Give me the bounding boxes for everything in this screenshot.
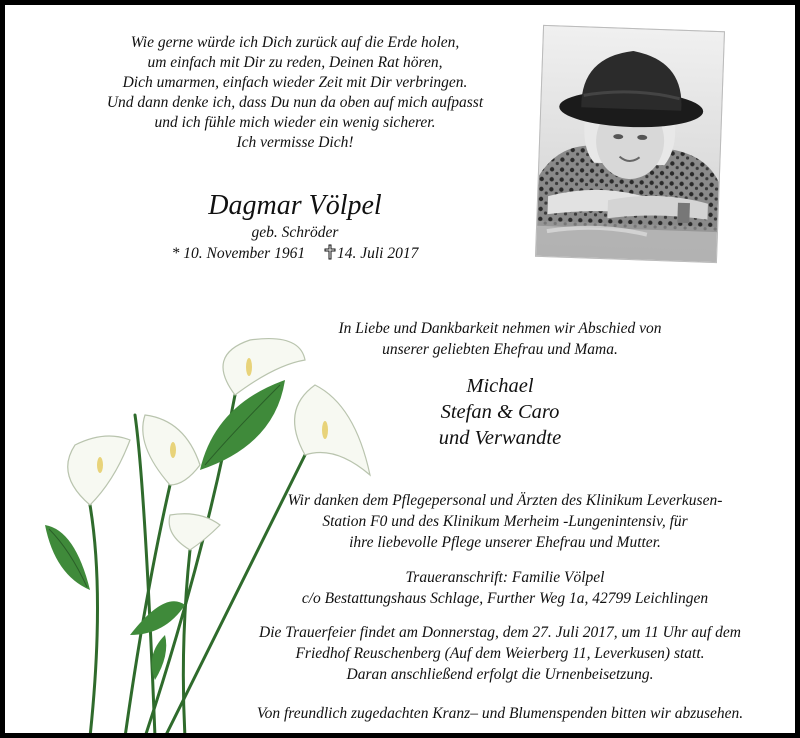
poem	[65, 33, 525, 153]
poem-line: Ich vermisse Dich!	[236, 134, 354, 151]
mourners	[350, 373, 650, 451]
life-dates	[115, 244, 475, 264]
portrait-image	[536, 26, 724, 262]
poem-line: um einfach mit Dir zu reden, Deinen Rat hören,	[147, 54, 443, 71]
thanks-line: Station F0 und des Klinikum Merheim -Lungenintensiv, für	[322, 513, 688, 530]
address-line: Traueranschrift: Familie Völpel	[405, 569, 605, 586]
ceremony-line: Friedhof Reuschenberg (Auf dem Weierberg 11, Leverkusen) statt.	[295, 645, 705, 662]
address-line: c/o Bestattungshaus Schlage, Further Weg 1a, 42799 Leichlingen	[301, 590, 709, 607]
deceased-name: Dagmar Völpel	[208, 190, 382, 221]
ceremony-line: Die Trauerfeier findet am Donnerstag, dem 27. Juli 2017, um 11 Uhr auf dem	[259, 624, 741, 641]
mourner-name: Stefan & Caro	[440, 401, 560, 423]
poem-line: Und dann denke ich, dass Du nun da oben auf mich aufpasst	[106, 94, 484, 111]
intro-line: unserer geliebten Ehefrau und Mama.	[382, 341, 618, 358]
cross-icon	[323, 244, 337, 260]
portrait-photo	[535, 25, 725, 263]
thanks-line: ihre liebevolle Pflege unserer Ehefrau und Mutter.	[349, 534, 661, 551]
poem-line: und ich fühle mich wieder ein wenig sicherer.	[154, 114, 436, 131]
birth-name: geb. Schröder	[251, 224, 339, 241]
poem-line: Wie gerne würde ich Dich zurück auf die Erde holen,	[130, 34, 460, 51]
ceremony-line: Daran anschließend erfolgt die Urnenbeisetzung.	[346, 666, 654, 683]
calla-lily-illustration	[35, 335, 385, 737]
death-date: 14. Juli 2017	[336, 245, 419, 262]
mourner-name: Michael	[466, 375, 534, 397]
intro-line: In Liebe und Dankbarkeit nehmen wir Abschied von	[338, 320, 662, 337]
mourner-name: und Verwandte	[438, 427, 562, 449]
poem-line: Dich umarmen, einfach wieder Zeit mit Dir verbringen.	[122, 74, 468, 91]
donation-request: Von freundlich zugedachten Kranz– und Blumenspenden bitten wir abzusehen.	[256, 705, 744, 722]
thanks-line: Wir danken dem Pflegepersonal und Ärzten des Klinikum Leverkusen-	[287, 492, 723, 509]
birth-date: * 10. November 1961	[171, 245, 306, 262]
